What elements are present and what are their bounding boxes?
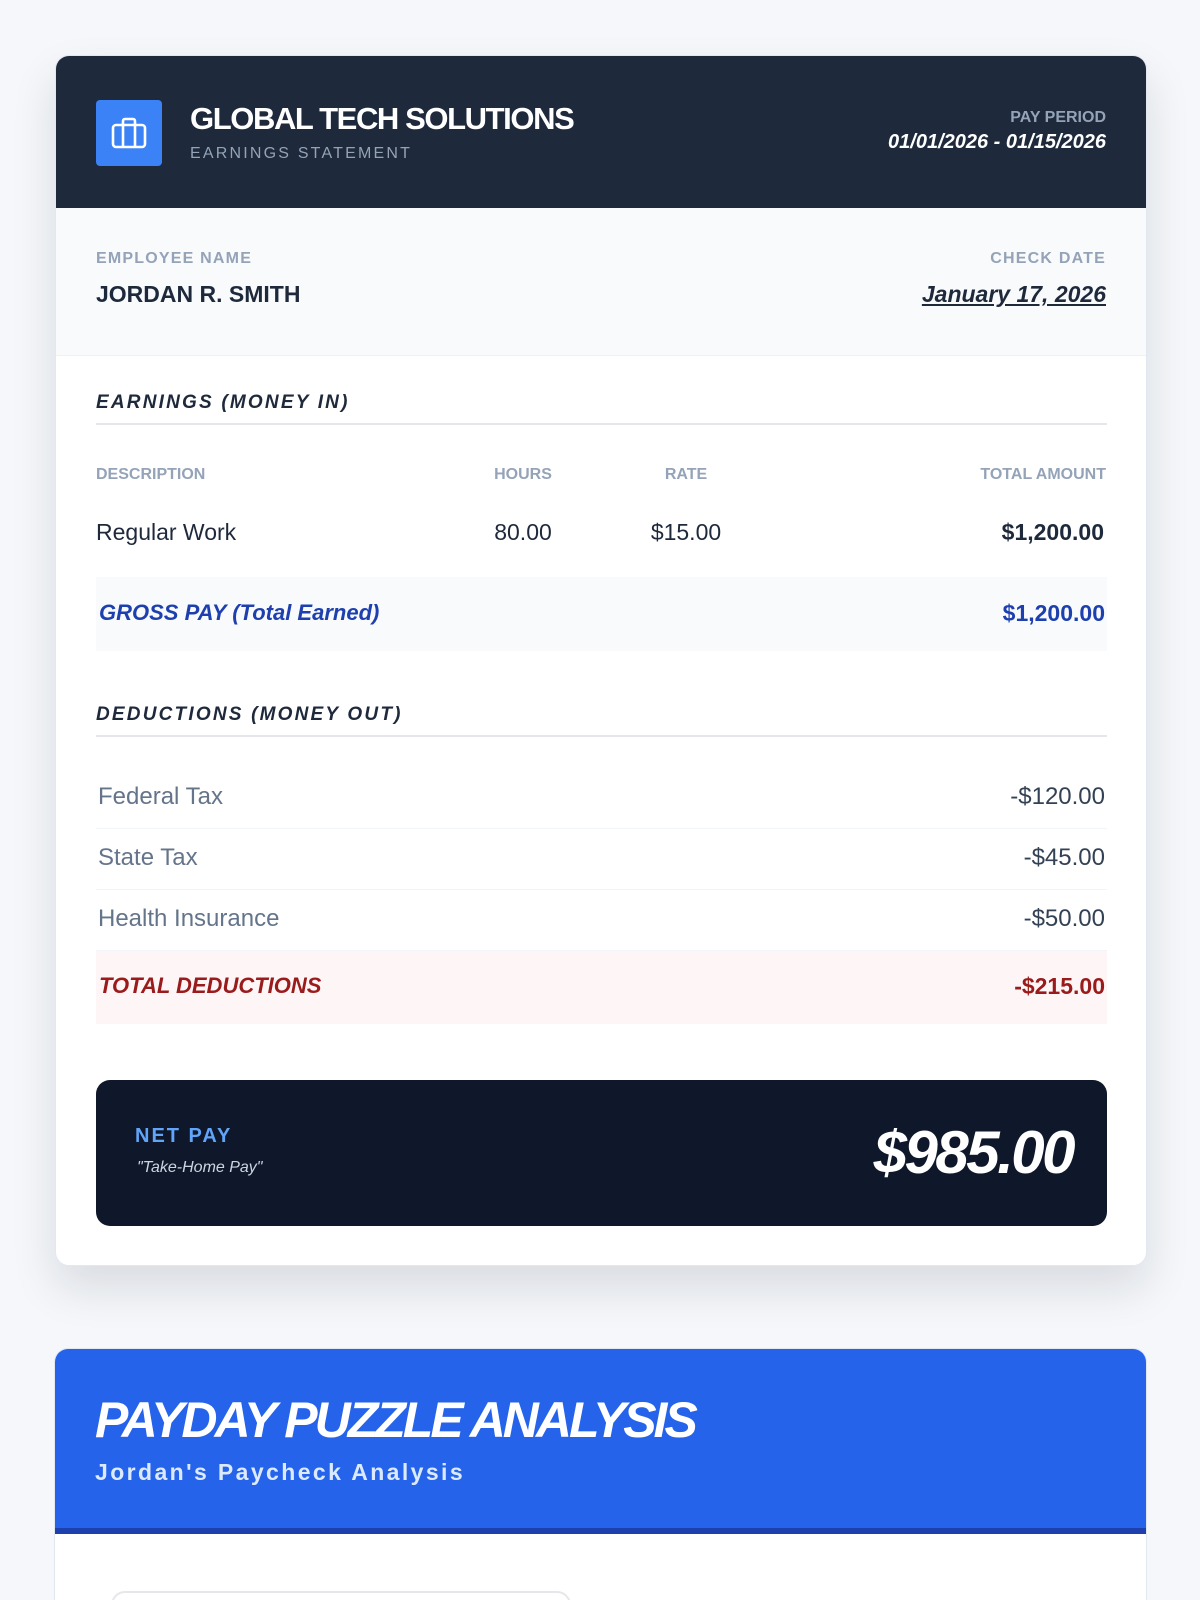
check-date-value: January 17, 2026 bbox=[921, 281, 1106, 307]
total-deductions-row bbox=[96, 951, 1107, 1024]
deduction-value: -$45.00 bbox=[1023, 844, 1105, 871]
net-pay-value: $985.00 bbox=[873, 1119, 1073, 1186]
column-header-total: TOTAL AMOUNT bbox=[980, 466, 1106, 483]
earning-description: Regular Work bbox=[96, 519, 237, 545]
net-pay-subtitle: "Take-Home Pay" bbox=[137, 1159, 263, 1176]
earning-total: $1,200.00 bbox=[1001, 519, 1104, 545]
employee-name: JORDAN R. SMITH bbox=[96, 281, 301, 307]
check-date-label: CHECK DATE bbox=[990, 250, 1106, 267]
deduction-value: -$120.00 bbox=[1010, 783, 1105, 810]
analysis-title: PAYDAY PUZZLE ANALYSIS bbox=[95, 1392, 695, 1448]
earning-rate: $15.00 bbox=[650, 519, 722, 545]
earning-hours: 80.00 bbox=[494, 519, 552, 545]
briefcase-icon bbox=[96, 100, 162, 166]
pay-period-value: 01/01/2026 - 01/15/2026 bbox=[888, 131, 1106, 153]
deduction-row bbox=[96, 890, 1107, 951]
column-header-hours: HOURS bbox=[494, 466, 552, 483]
employee-band bbox=[56, 208, 1146, 356]
total-deductions-label: TOTAL DEDUCTIONS bbox=[99, 973, 322, 998]
gross-pay-row bbox=[96, 577, 1107, 651]
deduction-value: -$50.00 bbox=[1023, 905, 1105, 932]
analysis-input-box[interactable] bbox=[111, 1591, 571, 1600]
deduction-label: Health Insurance bbox=[98, 905, 280, 932]
statement-label: EARNINGS STATEMENT bbox=[190, 145, 413, 162]
analysis-header bbox=[55, 1349, 1146, 1534]
employee-name-label: EMPLOYEE NAME bbox=[96, 250, 253, 267]
column-header-description: DESCRIPTION bbox=[96, 466, 206, 483]
pay-stub-card bbox=[55, 55, 1147, 1266]
deduction-label: Federal Tax bbox=[98, 783, 223, 810]
earnings-section-title: EARNINGS (MONEY IN) bbox=[96, 392, 1107, 425]
deduction-label: State Tax bbox=[98, 844, 198, 871]
deductions-section-title: DEDUCTIONS (MONEY OUT) bbox=[96, 704, 1107, 737]
gross-pay-value: $1,200.00 bbox=[1002, 600, 1105, 626]
gross-pay-label: GROSS PAY (Total Earned) bbox=[99, 600, 380, 625]
column-header-rate: RATE bbox=[664, 466, 708, 483]
stub-header bbox=[56, 56, 1146, 208]
pay-period-label: PAY PERIOD bbox=[1010, 109, 1106, 126]
deduction-row bbox=[96, 829, 1107, 890]
analysis-card bbox=[54, 1348, 1147, 1600]
net-pay-panel bbox=[96, 1080, 1107, 1226]
deduction-row bbox=[96, 768, 1107, 829]
analysis-subtitle: Jordan's Paycheck Analysis bbox=[95, 1459, 466, 1485]
total-deductions-value: -$215.00 bbox=[1014, 973, 1105, 999]
company-name: GLOBAL TECH SOLUTIONS bbox=[190, 101, 574, 136]
net-pay-label: NET PAY bbox=[135, 1125, 233, 1147]
